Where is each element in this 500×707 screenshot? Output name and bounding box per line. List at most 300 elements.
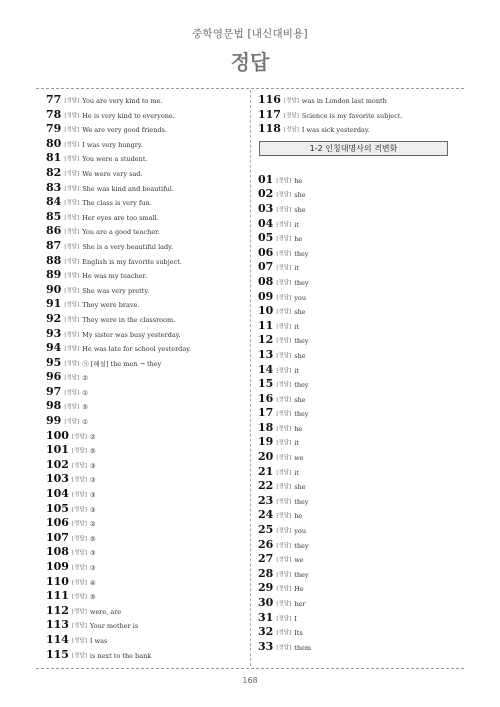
answer-number: 14 (258, 362, 274, 376)
answer-text: ⑤ (82, 403, 89, 412)
answer-tag: [정답] (276, 440, 292, 447)
answer-row (258, 565, 468, 580)
answer-number: 87 (46, 238, 62, 252)
answer-number: 28 (258, 566, 274, 580)
answer-text: we (294, 454, 304, 463)
answer-text: English is my favorite subject. (82, 257, 182, 266)
answer-number: 100 (46, 428, 69, 442)
answer-number: 01 (258, 172, 274, 186)
answer-tag: [정답] (64, 389, 80, 396)
answer-tag: [정답] (64, 302, 80, 309)
answer-number: 90 (46, 282, 62, 296)
answer-number: 15 (258, 377, 274, 390)
answer-tag: [정답] (276, 323, 292, 330)
answer-number: 105 (46, 501, 69, 515)
answer-text: He (294, 585, 304, 594)
answer-tag: [정답] (71, 565, 87, 571)
answer-text: You are very kind to me. (82, 97, 163, 105)
answer-row (46, 295, 246, 310)
answer-row (46, 631, 246, 646)
answer-number: 92 (46, 311, 62, 325)
answer-row (46, 573, 246, 588)
answer-tag: [정답] (64, 200, 80, 207)
answer-row (46, 383, 246, 398)
answer-tag: [정답] (276, 513, 292, 520)
answer-text: The class is very fun. (82, 199, 152, 208)
answer-text: ② (82, 374, 89, 383)
answer-text: she (294, 483, 306, 492)
answer-number: 103 (46, 472, 69, 486)
answer-number: 07 (258, 260, 274, 273)
answer-text: they (294, 337, 309, 346)
answer-number: 78 (46, 107, 62, 121)
answer-row (258, 361, 468, 376)
answer-number: 26 (258, 537, 274, 551)
answer-tag: [정답] (276, 601, 292, 607)
answer-tag: [정답] (276, 455, 292, 462)
answer-number: 114 (46, 632, 69, 646)
answer-text: you (294, 293, 307, 302)
answer-tag: [정답] (64, 185, 80, 192)
answer-row (46, 91, 246, 106)
answer-tag: [정답] (276, 528, 292, 535)
answer-tag: [정답] (276, 498, 292, 505)
answer-tag: [정답] (276, 250, 292, 257)
answer-number: 77 (46, 93, 62, 106)
answer-row (258, 288, 468, 303)
answer-tag: [정답] (276, 236, 292, 243)
answer-tag: [정답] (64, 375, 80, 382)
answer-text: He was late for school yesterday. (82, 345, 192, 354)
answer-tag: [정답] (276, 484, 292, 491)
answer-row (46, 120, 246, 135)
answer-text: ③ (89, 505, 96, 514)
answer-tag: [정답] (64, 214, 80, 221)
answer-number: 25 (258, 523, 274, 536)
answer-tag: [정답] (276, 469, 292, 476)
answer-row (258, 419, 468, 434)
answer-row (46, 237, 246, 252)
answer-number: 95 (46, 355, 62, 369)
answer-number: 115 (46, 647, 69, 661)
answer-row (258, 433, 468, 448)
answer-text: ② (89, 432, 96, 441)
answer-number: 89 (46, 268, 62, 281)
answer-tag: [정답] (64, 316, 80, 323)
answer-text: it (294, 439, 299, 448)
answer-row (258, 609, 468, 624)
answer-number: 107 (46, 530, 69, 544)
answer-row (46, 179, 246, 194)
answer-number: 106 (46, 516, 69, 529)
answer-row (46, 281, 246, 296)
answer-tag: [정답] (64, 170, 80, 177)
answer-text: I was sick yesterday. (301, 126, 370, 135)
answer-text: They were brave. (82, 301, 140, 310)
answer-row (46, 412, 246, 427)
answer-number: 113 (46, 618, 69, 631)
answer-number: 86 (46, 224, 62, 237)
answer-text: ② (89, 520, 96, 529)
answer-text: ③ (89, 491, 96, 500)
answer-tag: [정답] (71, 637, 87, 644)
answer-number: 11 (258, 318, 274, 332)
answer-row (258, 521, 468, 536)
answer-row (46, 325, 246, 340)
answer-text: ⑤ (89, 534, 96, 543)
answer-tag: [정답] (276, 279, 292, 286)
answer-row (258, 120, 468, 135)
answer-text: We are very good friends. (82, 126, 167, 135)
answer-tag: [정답] (276, 615, 292, 622)
answer-number: 09 (258, 289, 274, 303)
column-divider (250, 90, 251, 666)
answer-number: 05 (258, 231, 274, 244)
answer-text: she (294, 351, 306, 360)
answer-row (258, 331, 468, 346)
answer-number: 118 (258, 122, 281, 135)
answer-tag: [정답] (71, 448, 87, 455)
answer-text: She was kind and beautiful. (82, 184, 174, 193)
answer-row (258, 390, 468, 405)
answer-text: ① (82, 418, 89, 427)
answer-tag: [정답] (276, 382, 292, 389)
answer-row (258, 185, 468, 200)
answer-row (258, 623, 468, 638)
answer-tag: [정답] (64, 243, 80, 250)
answer-row (258, 536, 468, 551)
answer-number: 21 (258, 464, 274, 478)
answer-number: 117 (258, 107, 281, 121)
answer-tag: [정답] (71, 492, 87, 499)
answer-number: 79 (46, 122, 62, 135)
answer-row (258, 550, 468, 565)
answer-row (46, 500, 246, 515)
answer-tag: [정답] (71, 579, 87, 586)
answer-row (258, 317, 468, 332)
answer-text: he (294, 235, 303, 244)
answer-row (46, 616, 246, 631)
answer-tag: [정답] (276, 542, 292, 549)
answer-text: We were very sad. (82, 169, 143, 178)
answer-tag: [정답] (283, 98, 299, 104)
answer-number: 19 (258, 435, 274, 449)
answer-text: My sister was busy yesterday. (82, 330, 181, 339)
answer-number: 94 (46, 341, 62, 354)
answer-text: Its (294, 629, 303, 638)
answer-text: she (294, 308, 306, 317)
answer-tag: [정답] (64, 229, 80, 236)
answer-text: you (294, 527, 307, 536)
answer-row (46, 427, 246, 442)
answer-number: 18 (258, 420, 274, 434)
answer-tag: [정답] (64, 141, 80, 148)
answer-row (258, 200, 468, 215)
answer-tag: [정답] (64, 112, 80, 119)
answer-tag: [정답] (276, 630, 292, 637)
answer-text: her (294, 600, 306, 608)
answer-row (258, 506, 468, 521)
answer-tag: [정답] (71, 652, 87, 659)
answer-row (258, 404, 468, 419)
answer-row (46, 106, 246, 121)
answer-tag: [정답] (64, 331, 80, 338)
answer-number: 31 (258, 610, 274, 624)
answer-tag: [정답] (71, 433, 87, 440)
answer-row (46, 456, 246, 471)
answer-tag: [정답] (64, 98, 80, 104)
answer-text: she (294, 205, 306, 214)
answer-tag: [정답] (276, 411, 292, 418)
answer-text: they (294, 278, 309, 287)
answer-row (258, 171, 468, 186)
answer-row (46, 529, 246, 544)
answer-number: 112 (46, 603, 69, 617)
answer-text: we (294, 556, 304, 565)
answer-tag: [정답] (71, 623, 87, 630)
answer-text: ③ (89, 476, 96, 485)
answer-text: I was (89, 636, 108, 645)
answer-tag: [정답] (71, 506, 87, 513)
answer-text: he (294, 424, 303, 433)
answer-row (46, 587, 246, 602)
answer-row (46, 368, 246, 383)
answer-tag: [정답] (276, 221, 292, 228)
answer-tag: [정답] (276, 571, 292, 578)
answer-number: 03 (258, 201, 274, 215)
answer-row (46, 310, 246, 325)
answer-number: 88 (46, 253, 62, 267)
answer-text: they (294, 497, 309, 506)
answer-tag: [정답] (276, 338, 292, 345)
answer-text: Her eyes are too small. (82, 213, 159, 222)
answer-text: ③ (89, 549, 96, 558)
answer-text: They were in the classroom. (82, 315, 176, 324)
answer-tag: [정답] (283, 112, 299, 119)
answer-text: You were a student. (82, 155, 148, 164)
answer-tag: [정답] (64, 127, 80, 134)
answer-number: 84 (46, 195, 62, 208)
answer-number: 33 (258, 639, 274, 653)
section-heading: 1-2 인칭대명사의 격변화 (259, 141, 448, 156)
answer-row (46, 558, 246, 573)
answer-row (258, 477, 468, 492)
answer-text: He is very kind to everyone. (82, 111, 175, 120)
answer-text: they (294, 249, 309, 258)
answer-row (258, 448, 468, 463)
answer-tag: [정답] (64, 419, 80, 426)
answer-row (258, 638, 468, 653)
answer-number: 98 (46, 399, 62, 413)
answer-row (258, 346, 468, 361)
answer-text: them (294, 643, 312, 652)
answer-row (258, 579, 468, 594)
left-answer-column (46, 91, 246, 660)
answer-tag: [정답] (276, 265, 292, 272)
answer-number: 30 (258, 596, 274, 609)
answer-row (258, 106, 468, 121)
answer-number: 97 (46, 384, 62, 398)
answer-text: He was my teacher. (82, 272, 148, 281)
answer-row (258, 258, 468, 273)
answer-number: 13 (258, 347, 274, 361)
bottom-divider (36, 668, 464, 669)
answer-tag: [정답] (64, 258, 80, 265)
answer-text: were, are (89, 607, 122, 616)
answer-row (258, 492, 468, 507)
answer-row (46, 149, 246, 164)
answer-text: ⑤ (89, 447, 96, 456)
answer-row (46, 252, 246, 267)
answer-text: ⑤ [해설] the men → they (82, 359, 162, 368)
answer-number: 93 (46, 326, 62, 340)
answer-tag: [정답] (71, 550, 87, 557)
answer-number: 82 (46, 165, 62, 179)
answer-text: I was very hungry. (82, 140, 143, 149)
answer-text: She is a very beautiful lady. (82, 242, 174, 251)
answer-row (46, 222, 246, 237)
answer-tag: [정답] (64, 287, 80, 294)
answer-number: 96 (46, 370, 62, 383)
answer-row (46, 514, 246, 529)
answer-number: 116 (258, 93, 281, 106)
answer-number: 20 (258, 450, 274, 463)
answer-number: 27 (258, 552, 274, 565)
answer-number: 104 (46, 487, 69, 500)
answer-row (258, 244, 468, 259)
answer-number: 32 (258, 625, 274, 638)
answer-tag: [정답] (64, 346, 80, 353)
answer-tag: [정답] (276, 425, 292, 432)
answer-text: ⑤ (89, 593, 96, 602)
answer-number: 23 (258, 493, 274, 507)
answer-text: Your mother is (89, 622, 139, 631)
answer-row (46, 602, 246, 617)
answer-row (258, 273, 468, 288)
answer-tag: [정답] (276, 367, 292, 374)
book-subtitle: 중학영문법 [내신대비용] (192, 28, 308, 40)
answer-row (46, 266, 246, 281)
answer-number: 101 (46, 443, 69, 456)
answer-text: ③ (89, 461, 96, 470)
answer-tag: [정답] (283, 127, 299, 134)
answer-tag: [정답] (276, 586, 292, 593)
answer-row (258, 215, 468, 230)
answer-row (46, 543, 246, 558)
answer-text: she (294, 191, 306, 200)
answer-row (258, 375, 468, 390)
top-divider (36, 88, 464, 89)
answer-number: 17 (258, 406, 274, 419)
answer-text: they (294, 570, 309, 579)
answer-tag: [정답] (71, 594, 87, 601)
answer-number: 16 (258, 391, 274, 405)
answer-number: 08 (258, 274, 274, 288)
answer-text: it (294, 366, 299, 375)
answer-row (46, 441, 246, 456)
answer-tag: [정답] (276, 352, 292, 359)
answer-number: 108 (46, 545, 69, 558)
answer-number: 111 (46, 589, 69, 602)
answer-row (258, 229, 468, 244)
answer-text: it (294, 322, 299, 331)
answer-tag: [정답] (276, 396, 292, 403)
answer-tag: [정답] (64, 404, 80, 411)
answer-number: 02 (258, 187, 274, 200)
answer-number: 85 (46, 209, 62, 223)
answer-row (46, 470, 246, 485)
answer-number: 06 (258, 245, 274, 259)
answer-text: is next to the bank (89, 651, 152, 660)
answer-text: she (294, 395, 306, 404)
answer-text: it (294, 468, 299, 477)
answer-number: 10 (258, 304, 274, 317)
answer-tag: [정답] (64, 156, 80, 163)
answer-row (258, 91, 468, 106)
answer-number: 83 (46, 180, 62, 194)
answer-text: Science is my favorite subject. (301, 111, 403, 120)
answer-tag: [정답] (71, 477, 87, 484)
answer-row (46, 193, 246, 208)
answer-text: ④ (89, 578, 96, 587)
answer-tag: [정답] (71, 462, 87, 469)
answer-row (46, 354, 246, 369)
answer-tag: [정답] (276, 177, 292, 184)
answer-row (46, 208, 246, 223)
answer-text: it (294, 264, 299, 273)
answer-number: 04 (258, 216, 274, 230)
answer-tag: [정답] (276, 294, 292, 301)
answer-text: She was very pretty. (82, 286, 150, 295)
answer-text: they (294, 381, 309, 390)
answer-text: they (294, 410, 309, 419)
page-number: 168 (242, 676, 258, 685)
answer-tag: [정답] (64, 360, 80, 367)
answer-tag: [정답] (276, 206, 292, 213)
answer-row (258, 463, 468, 478)
answer-row (46, 485, 246, 500)
answer-tag: [정답] (276, 309, 292, 316)
answer-tag: [정답] (64, 273, 80, 280)
answer-number: 109 (46, 560, 69, 573)
answer-text: ③ (89, 564, 96, 572)
answer-text: I (294, 614, 297, 623)
answer-number: 12 (258, 333, 274, 346)
answer-number: 99 (46, 414, 62, 427)
answer-row (46, 135, 246, 150)
answer-number: 29 (258, 581, 274, 594)
answer-tag: [정답] (276, 192, 292, 199)
answer-number: 81 (46, 151, 62, 164)
answer-text: ① (82, 388, 89, 397)
answer-text: they (294, 541, 309, 550)
answer-number: 102 (46, 457, 69, 471)
answer-row (258, 594, 468, 609)
answer-text: he (294, 176, 303, 185)
answer-row (46, 339, 246, 354)
answer-text: he (294, 512, 303, 521)
answer-tag: [정답] (276, 644, 292, 651)
answer-text: You are a good teacher. (82, 228, 160, 237)
answer-number: 91 (46, 297, 62, 310)
page-title: 정답 (230, 50, 270, 74)
answer-row (46, 646, 246, 661)
answer-tag: [정답] (71, 521, 87, 528)
answer-number: 22 (258, 479, 274, 492)
answer-row (258, 302, 468, 317)
answer-text: was in London last month (301, 97, 387, 105)
answer-tag: [정답] (71, 535, 87, 542)
